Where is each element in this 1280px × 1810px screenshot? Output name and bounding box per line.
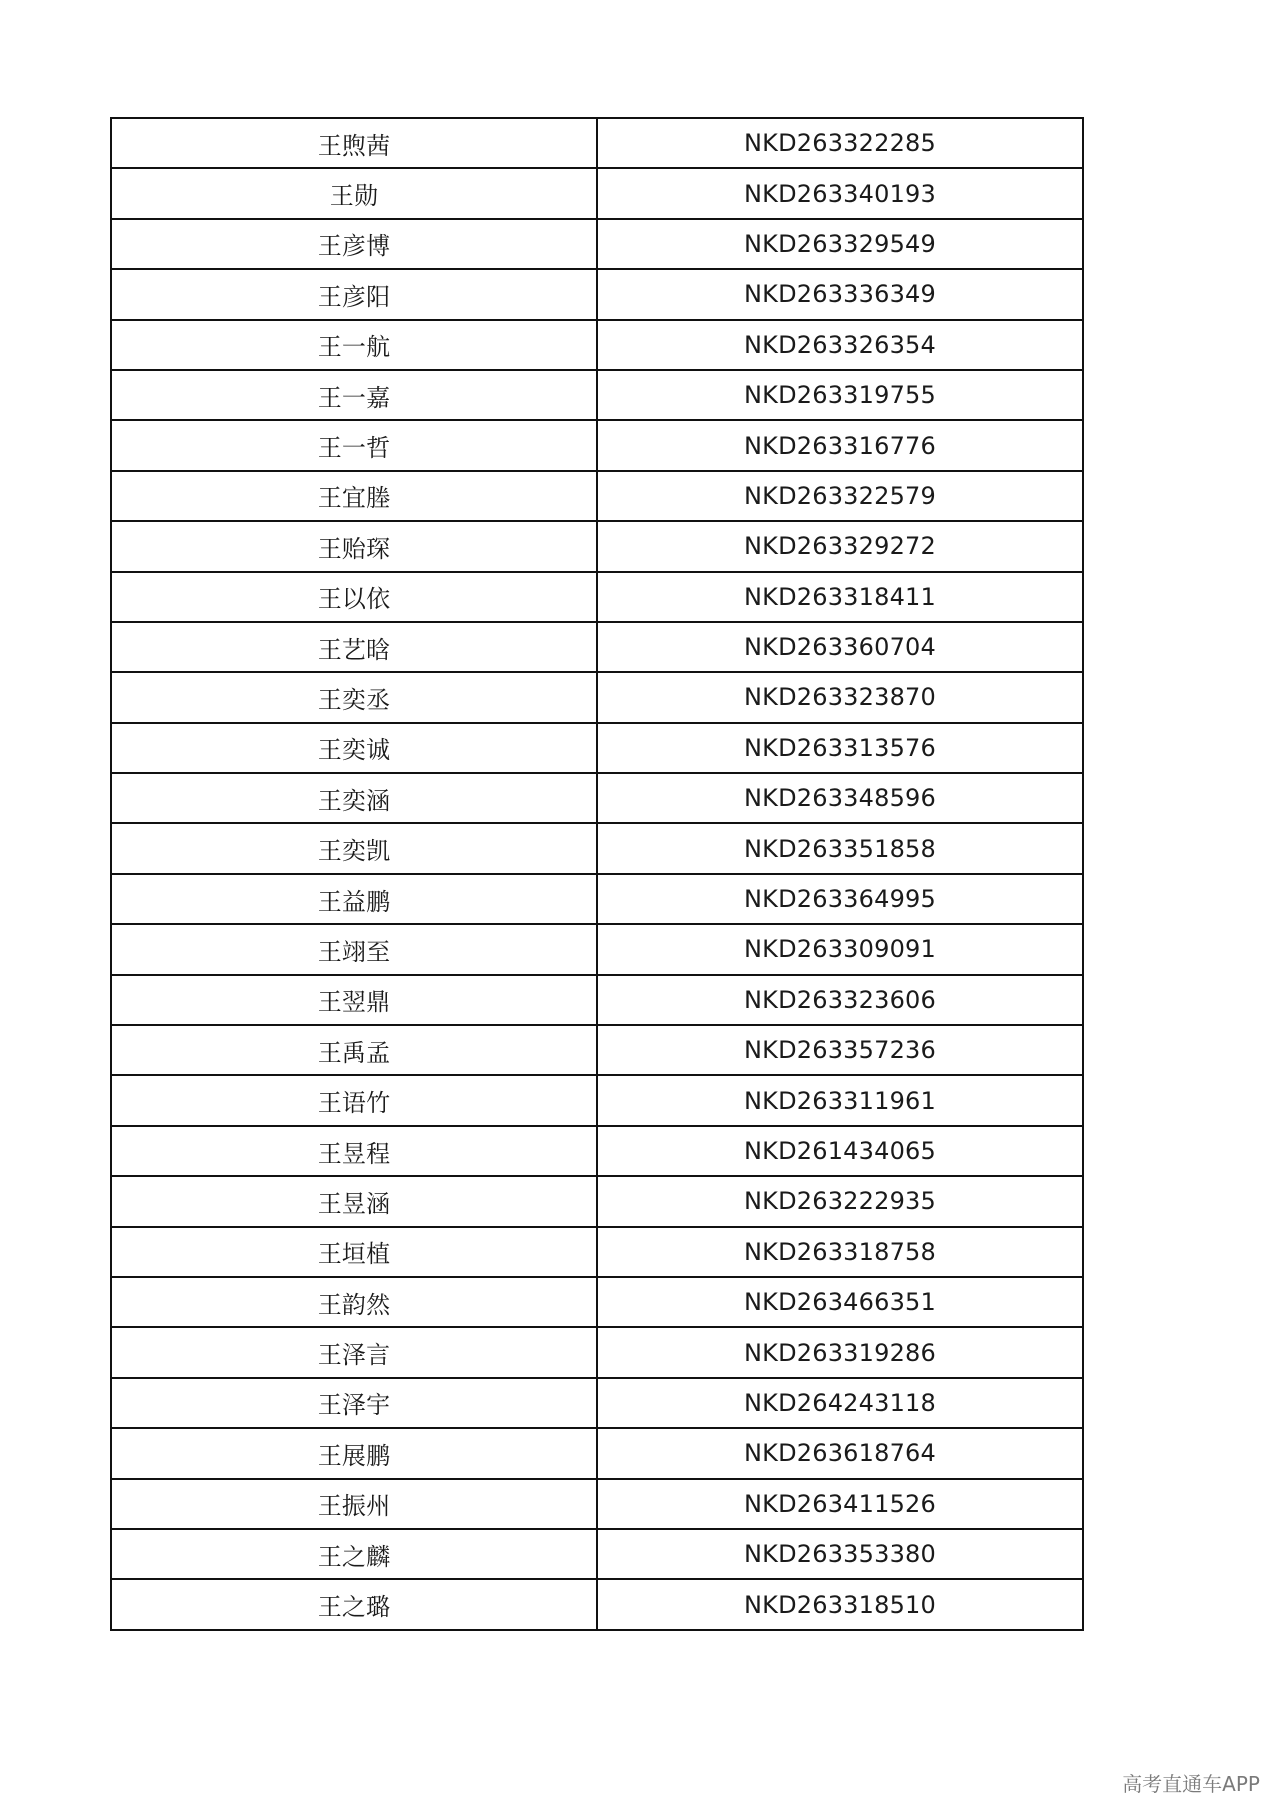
exam-id-cell: NKD261434065 [597, 1126, 1083, 1176]
table-row [111, 168, 1083, 218]
table-row [111, 572, 1083, 622]
exam-id-cell: NKD263323870 [597, 672, 1083, 722]
exam-id-cell: NKD263318411 [597, 572, 1083, 622]
table-row [111, 219, 1083, 269]
student-name-cell: 王宜塍 [111, 471, 597, 521]
table-row [111, 1529, 1083, 1579]
student-name-cell: 王以依 [111, 572, 597, 622]
student-name-cell: 王垣植 [111, 1227, 597, 1277]
student-name-cell: 王禹孟 [111, 1025, 597, 1075]
watermark-text: 高考直通车APP [1122, 1772, 1260, 1796]
roster-table [110, 117, 1084, 1631]
student-name-cell: 王一嘉 [111, 370, 597, 420]
table-row [111, 269, 1083, 319]
table-row [111, 471, 1083, 521]
exam-id-cell: NKD263329272 [597, 521, 1083, 571]
exam-id-cell: NKD263340193 [597, 168, 1083, 218]
exam-id-cell: NKD264243118 [597, 1378, 1083, 1428]
exam-id-cell: NKD263466351 [597, 1277, 1083, 1327]
table-row [111, 924, 1083, 974]
table-row [111, 521, 1083, 571]
student-name-cell: 王贻琛 [111, 521, 597, 571]
table-row [111, 1428, 1083, 1478]
exam-id-cell: NKD263316776 [597, 420, 1083, 470]
exam-id-cell: NKD263357236 [597, 1025, 1083, 1075]
exam-id-cell: NKD263360704 [597, 622, 1083, 672]
student-name-cell: 王奕诚 [111, 723, 597, 773]
student-name-cell: 王煦茜 [111, 118, 597, 168]
exam-id-cell: NKD263323606 [597, 975, 1083, 1025]
student-name-cell: 王一航 [111, 320, 597, 370]
exam-id-cell: NKD263318758 [597, 1227, 1083, 1277]
exam-id-cell: NKD263351858 [597, 823, 1083, 873]
table-row [111, 622, 1083, 672]
table-row [111, 1075, 1083, 1125]
table-row [111, 420, 1083, 470]
exam-id-cell: NKD263411526 [597, 1479, 1083, 1529]
exam-id-cell: NKD263364995 [597, 874, 1083, 924]
table-row [111, 1479, 1083, 1529]
student-name-cell: 王艺晗 [111, 622, 597, 672]
exam-id-cell: NKD263313576 [597, 723, 1083, 773]
student-name-cell: 王奕凯 [111, 823, 597, 873]
student-name-cell: 王奕丞 [111, 672, 597, 722]
exam-id-cell: NKD263311961 [597, 1075, 1083, 1125]
exam-id-cell: NKD263326354 [597, 320, 1083, 370]
student-name-cell: 王之麟 [111, 1529, 597, 1579]
student-name-cell: 王昱程 [111, 1126, 597, 1176]
student-name-cell: 王泽宇 [111, 1378, 597, 1428]
student-name-cell: 王翊至 [111, 924, 597, 974]
table-row [111, 1126, 1083, 1176]
table-row [111, 1176, 1083, 1226]
table-row [111, 823, 1083, 873]
table-row [111, 320, 1083, 370]
table-row [111, 773, 1083, 823]
table-row [111, 1378, 1083, 1428]
student-name-cell: 王展鹏 [111, 1428, 597, 1478]
exam-id-cell: NKD263353380 [597, 1529, 1083, 1579]
student-name-cell: 王之璐 [111, 1579, 597, 1629]
exam-id-cell: NKD263309091 [597, 924, 1083, 974]
exam-id-cell: NKD263319755 [597, 370, 1083, 420]
table-row [111, 1277, 1083, 1327]
student-name-cell: 王振州 [111, 1479, 597, 1529]
student-name-cell: 王一哲 [111, 420, 597, 470]
student-name-cell: 王彦阳 [111, 269, 597, 319]
table-row [111, 975, 1083, 1025]
exam-id-cell: NKD263618764 [597, 1428, 1083, 1478]
table-row [111, 118, 1083, 168]
student-name-cell: 王益鹏 [111, 874, 597, 924]
exam-id-cell: NKD263319286 [597, 1327, 1083, 1377]
table-row [111, 874, 1083, 924]
table-row [111, 1227, 1083, 1277]
roster-table-body [111, 118, 1083, 1630]
table-row [111, 1579, 1083, 1629]
student-name-cell: 王奕涵 [111, 773, 597, 823]
table-row [111, 1025, 1083, 1075]
table-row [111, 1327, 1083, 1377]
table-row [111, 370, 1083, 420]
student-name-cell: 王勋 [111, 168, 597, 218]
student-name-cell: 王韵然 [111, 1277, 597, 1327]
student-name-cell: 王语竹 [111, 1075, 597, 1125]
exam-id-cell: NKD263336349 [597, 269, 1083, 319]
student-name-cell: 王翌鼎 [111, 975, 597, 1025]
table-row [111, 723, 1083, 773]
exam-id-cell: NKD263348596 [597, 773, 1083, 823]
exam-id-cell: NKD263322579 [597, 471, 1083, 521]
exam-id-cell: NKD263322285 [597, 118, 1083, 168]
student-name-cell: 王彦博 [111, 219, 597, 269]
exam-id-cell: NKD263222935 [597, 1176, 1083, 1226]
table-row [111, 672, 1083, 722]
exam-id-cell: NKD263318510 [597, 1579, 1083, 1629]
student-name-cell: 王泽言 [111, 1327, 597, 1377]
student-name-cell: 王昱涵 [111, 1176, 597, 1226]
exam-id-cell: NKD263329549 [597, 219, 1083, 269]
